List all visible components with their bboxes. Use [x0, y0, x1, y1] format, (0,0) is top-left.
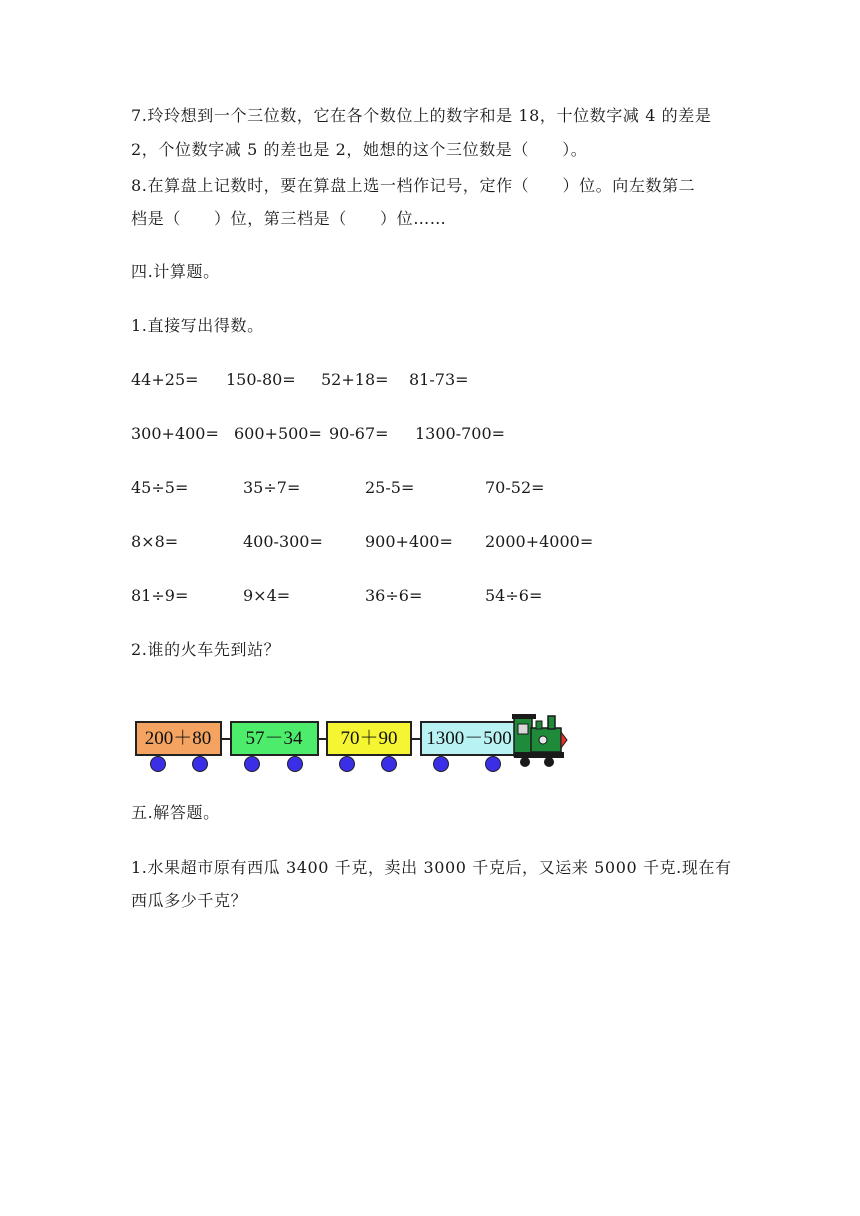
calc-question-2-title: 2.谁的火车先到站？	[131, 640, 281, 659]
calc-item: 25-5=	[365, 478, 415, 497]
wheel	[151, 757, 166, 772]
wheel	[288, 757, 303, 772]
problem-1-line-1: 1.水果超市原有西瓜 3400 千克，卖出 3000 千克后，又运来 5000 千克.现在有	[131, 858, 732, 877]
train-car-label: 1300－500	[426, 728, 512, 749]
section-5-heading: 五.解答题。	[131, 803, 220, 822]
wheel	[434, 757, 449, 772]
calc-item: 400-300=	[243, 532, 323, 551]
calc-item: 8×8=	[131, 532, 179, 551]
calc-item: 150-80=	[226, 370, 296, 389]
train-svg	[131, 710, 571, 776]
question-8-line-1: 8.在算盘上记数时，要在算盘上选一档作记号，定作（ ）位。向左数第二	[131, 176, 696, 195]
calc-item: 2000+4000=	[485, 532, 594, 551]
calc-item: 81-73=	[409, 370, 469, 389]
train-car-label: 70＋90	[340, 728, 398, 749]
calc-item: 900+400=	[365, 532, 453, 551]
calc-item: 70-52=	[485, 478, 545, 497]
calc-item: 35÷7=	[243, 478, 301, 497]
problem-1-line-2: 西瓜多少千克？	[131, 891, 248, 910]
wheel	[340, 757, 355, 772]
calc-item: 81÷9=	[131, 586, 189, 605]
calc-item: 300+400=	[131, 424, 219, 443]
calc-item: 44+25=	[131, 370, 199, 389]
question-7-line-1: 7.玲玲想到一个三位数，它在各个数位上的数字和是 18，十位数字减 4 的差是	[131, 106, 712, 125]
locomotive-icon	[512, 714, 567, 767]
calc-item: 45÷5=	[131, 478, 189, 497]
question-8-line-2: 档是（ ）位，第三档是（ ）位……	[131, 209, 447, 228]
train-car-label: 57－34	[245, 728, 303, 749]
calc-item: 600+500=	[234, 424, 322, 443]
question-7-line-2: 2，个位数字减 5 的差也是 2，她想的这个三位数是（ ）。	[131, 140, 588, 159]
train-car-label: 200＋80	[144, 728, 212, 749]
engine-roof	[512, 714, 536, 719]
calc-item: 36÷6=	[365, 586, 423, 605]
wheel	[245, 757, 260, 772]
section-4-heading: 四.计算题。	[131, 262, 220, 281]
wheel	[382, 757, 397, 772]
calc-item: 9×4=	[243, 586, 291, 605]
train-illustration	[131, 710, 571, 776]
calc-item: 1300-700=	[415, 424, 506, 443]
wheel	[193, 757, 208, 772]
calc-item: 90-67=	[329, 424, 389, 443]
engine-chimney	[548, 716, 555, 729]
calc-item: 52+18=	[321, 370, 389, 389]
wheel	[486, 757, 501, 772]
calc-item: 54÷6=	[485, 586, 543, 605]
calc-question-1-title: 1.直接写出得数。	[131, 316, 264, 335]
